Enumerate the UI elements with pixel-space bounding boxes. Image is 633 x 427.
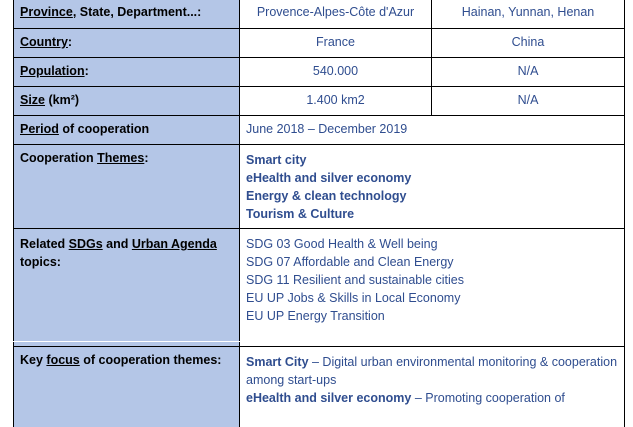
- label-underlined: focus: [46, 353, 80, 367]
- row-size: [13, 87, 625, 116]
- label-province: [13, 0, 240, 28]
- label-underlined: SDGs: [68, 237, 103, 251]
- label-text: and: [102, 237, 132, 251]
- label-underlined: Period: [20, 122, 59, 136]
- label-underlined: Province: [20, 5, 73, 19]
- label-themes: [13, 145, 240, 228]
- value-sdgs-list: [240, 229, 625, 346]
- value-province-a: Provence-Alpes-Côte d'Azur: [240, 0, 432, 28]
- label-country: [13, 29, 240, 57]
- label-text: of cooperation: [58, 122, 150, 136]
- row-themes: [13, 145, 625, 229]
- label-underlined: Themes: [97, 151, 145, 165]
- values-country: [240, 29, 625, 57]
- focus-item: [246, 353, 618, 389]
- label-sdgs: [13, 229, 240, 346]
- label-text: Cooperation: [20, 151, 98, 165]
- label-period: [13, 116, 240, 144]
- theme-item: Smart city: [246, 153, 307, 167]
- value-focus-list: [240, 347, 625, 427]
- values-province: [240, 0, 625, 28]
- values-population: [240, 58, 625, 86]
- value-country-a: France: [240, 29, 432, 57]
- value-period: June 2018 – December 2019: [240, 116, 625, 144]
- sdg-item: SDG 11 Resilient and sustainable cities: [246, 273, 464, 287]
- label-focus: [13, 347, 240, 427]
- focus-title: Smart City: [246, 355, 309, 369]
- theme-item: eHealth and silver economy: [246, 171, 412, 185]
- label-text: :: [67, 35, 73, 49]
- sdg-item: SDG 07 Affordable and Clean Energy: [246, 255, 454, 269]
- label-text: :: [84, 64, 89, 78]
- label-text: Key: [20, 353, 47, 367]
- row-population: [13, 58, 625, 87]
- label-underlined: Country: [20, 35, 68, 49]
- focus-text: – Digital urban environmental monitoring & cooperation among start-ups: [246, 355, 618, 387]
- label-population: [13, 58, 240, 86]
- sdg-item: SDG 03 Good Health & Well being: [246, 237, 438, 251]
- label-underlined: Urban Agenda: [131, 237, 217, 251]
- theme-item: Energy & clean technology: [246, 189, 407, 203]
- label-underlined: Size: [20, 93, 46, 107]
- value-country-b: China: [432, 29, 625, 57]
- label-text: , State, Department...:: [72, 5, 202, 19]
- label-text: (km²): [45, 93, 80, 107]
- cell-separator: [13, 341, 240, 342]
- value-size-a: 1.400 km2: [240, 87, 432, 115]
- row-focus: [13, 347, 625, 427]
- label-text: :: [144, 151, 149, 165]
- label-size: [13, 87, 240, 115]
- label-text: topics:: [20, 255, 61, 269]
- focus-item: [246, 389, 618, 407]
- row-sdgs: [13, 229, 625, 347]
- row-period: [13, 116, 625, 145]
- row-country: [13, 29, 625, 58]
- theme-item: Tourism & Culture: [246, 207, 355, 221]
- focus-title: eHealth and silver economy: [246, 391, 412, 405]
- sdg-item: EU UP Jobs & Skills in Local Economy: [246, 291, 461, 305]
- value-population-a: 540.000: [240, 58, 432, 86]
- label-text: of cooperation themes:: [79, 353, 222, 367]
- value-population-b: N/A: [432, 58, 625, 86]
- label-text: Related: [20, 237, 69, 251]
- value-province-b: Hainan, Yunnan, Henan: [432, 0, 625, 28]
- label-underlined: Population: [20, 64, 85, 78]
- value-size-b: N/A: [432, 87, 625, 115]
- sdg-item: EU UP Energy Transition: [246, 309, 385, 323]
- row-province: [13, 0, 625, 29]
- focus-text: – Promoting cooperation of: [411, 391, 565, 405]
- cooperation-table: [13, 0, 625, 427]
- values-size: [240, 87, 625, 115]
- value-themes-list: [240, 145, 625, 228]
